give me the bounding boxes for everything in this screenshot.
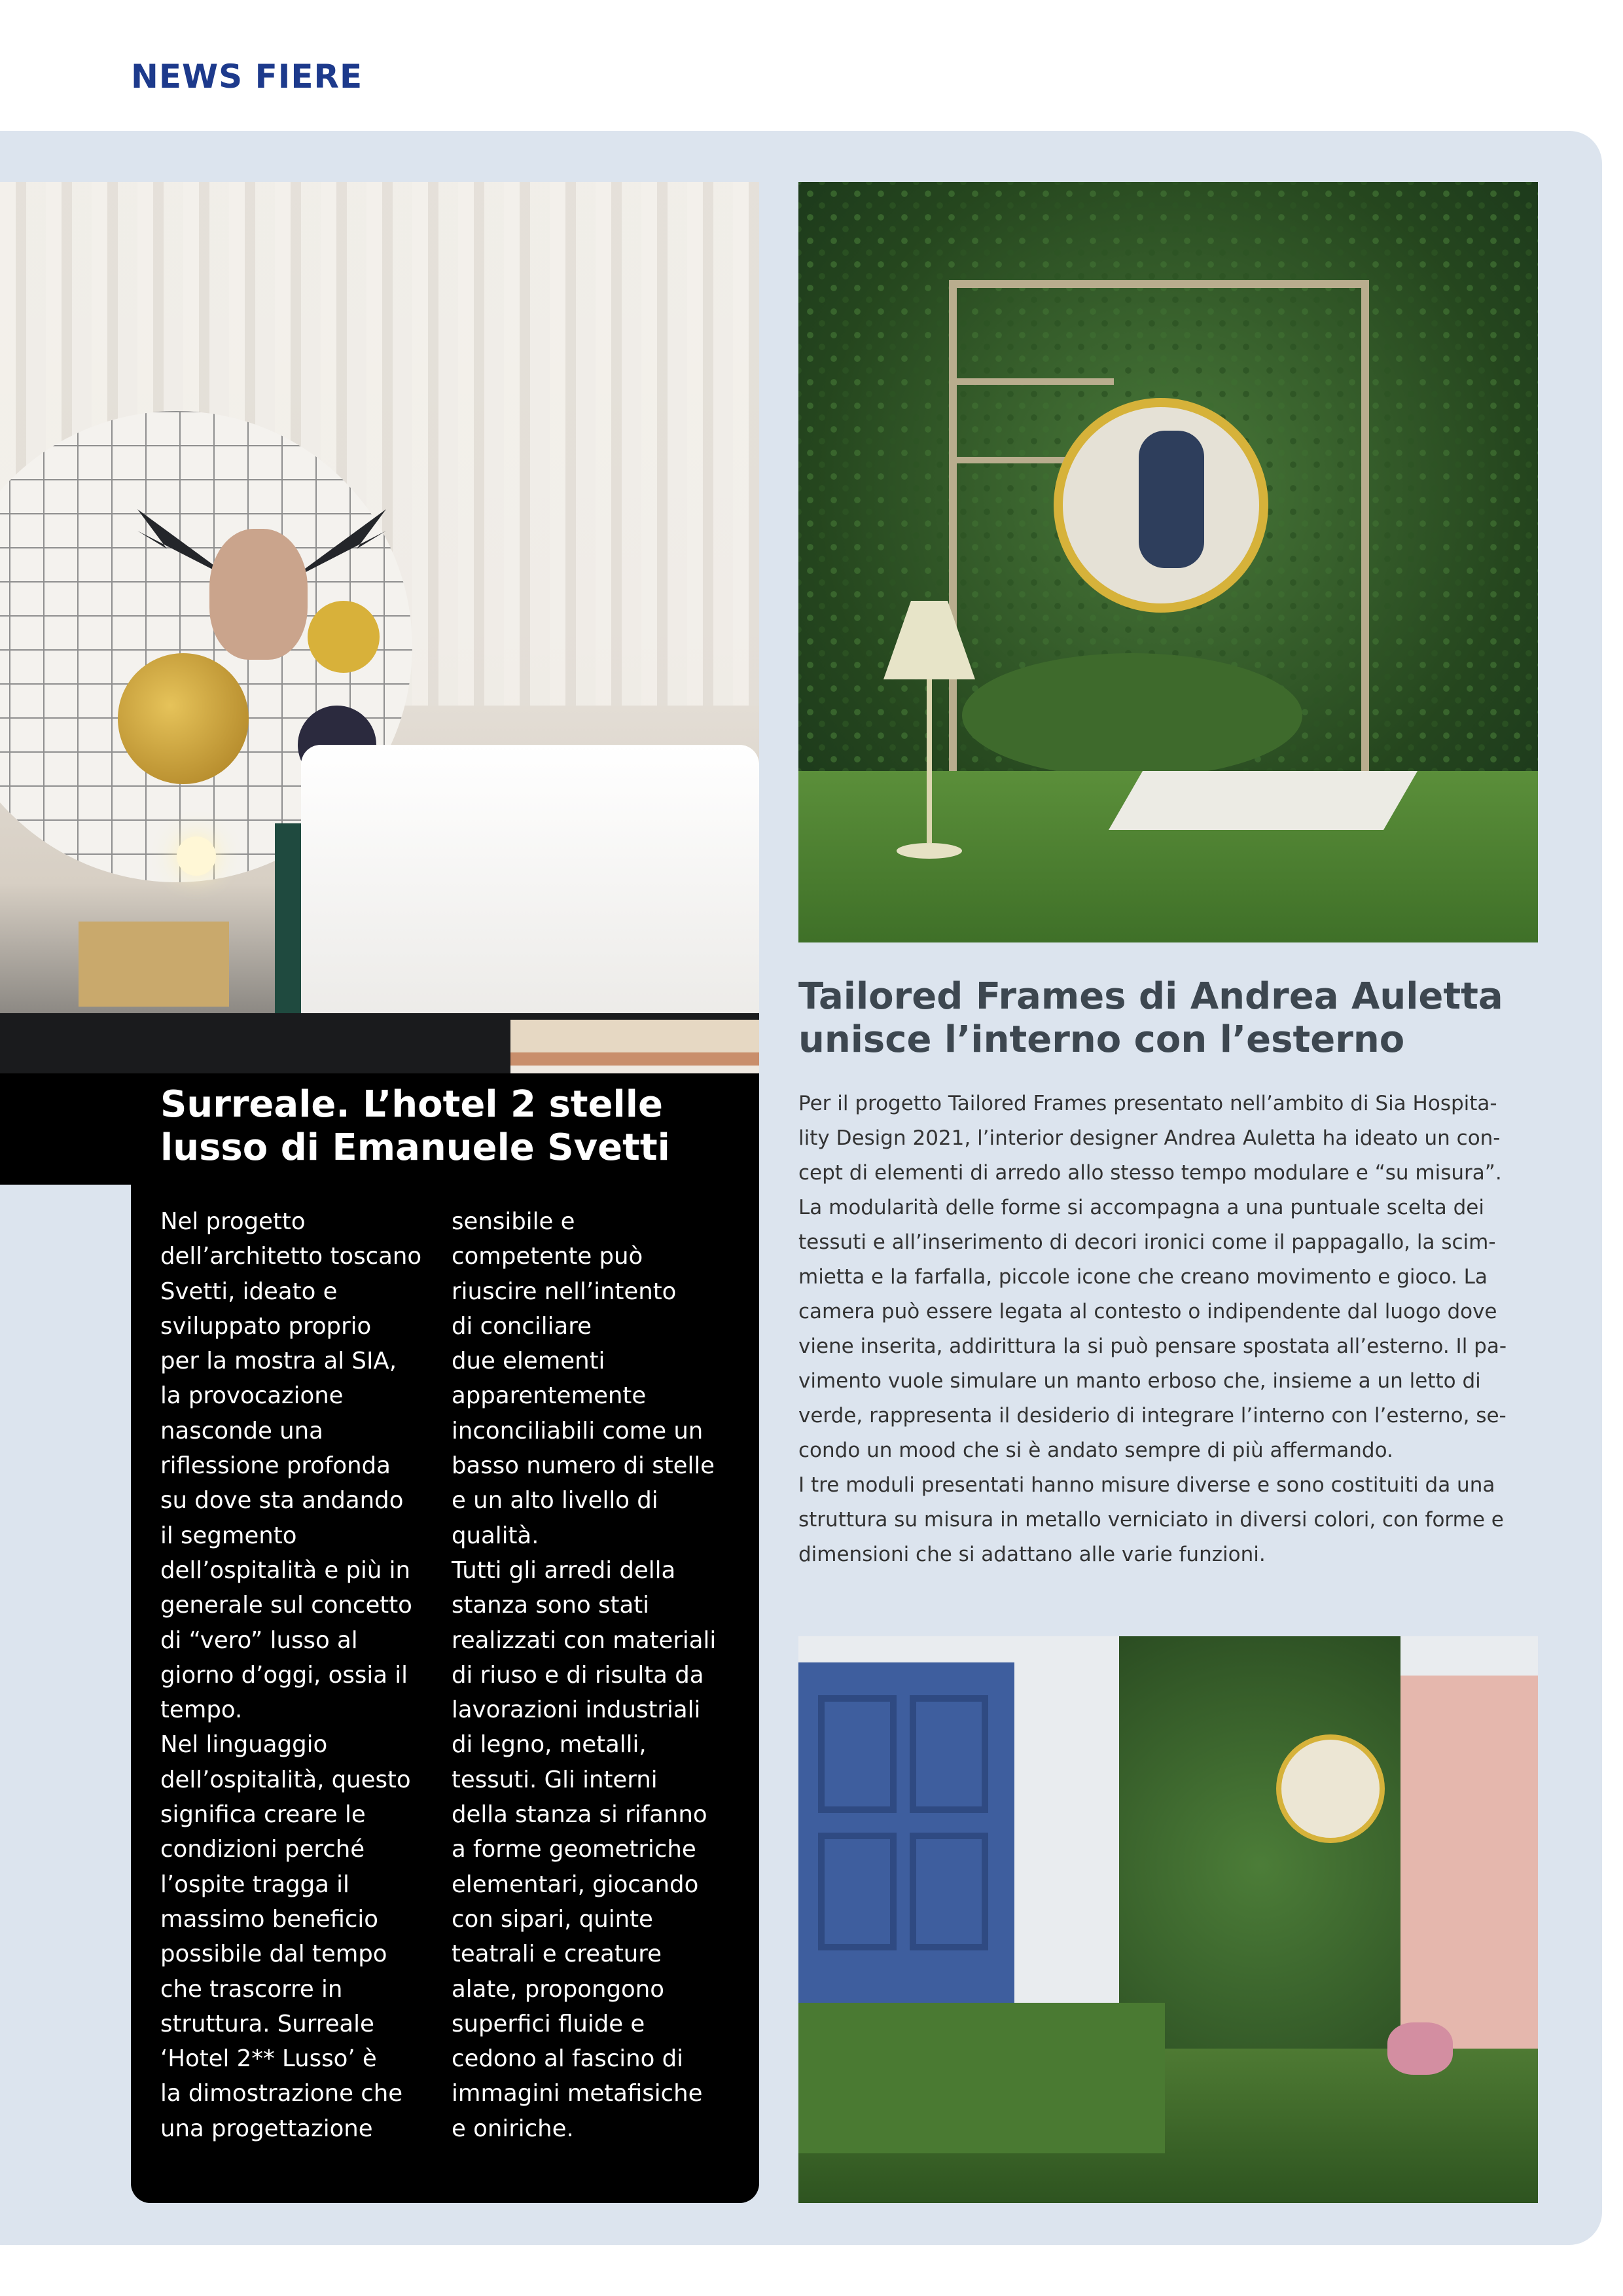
monkey-figure [1139,431,1204,568]
blue-frame [910,1695,988,1813]
svetti-column-1: Nel progetto dell’architetto toscano Svetti, ideato e sviluppato proprio per la mostra al SIA, la provocazione nasconde una riflessione profonda su dove sta andando il segmento dell’ospitalità e più in generale sul concetto di “vero” lusso al giorno d’oggi, ossia il tempo. Nel linguaggio dell’ospitalità, questo significa creare le condizioni perché l’ospite tragga il massimo beneficio possibile dal tempo che trascorre in struttura. Surreale ‘Hotel 2** Lusso’ è la dimostrazione che una progettazione [160,1208,422,2142]
portrait-face [209,529,308,660]
globe-lamp [177,836,216,876]
round-artwork [1276,1734,1385,1843]
frame-post-left [949,280,957,856]
frame-post-right [1361,280,1369,856]
lamp-stem [927,679,932,843]
blue-frame [818,1833,897,1950]
room-sets-photo [798,1636,1538,2203]
auletta-title: Tailored Frames di Andrea Auletta unisce l’interno con l’esterno [798,975,1503,1061]
shelf [957,378,1114,385]
frame-top-bar [949,280,1369,288]
hotel-bedroom-photo [0,182,759,1183]
auletta-body: Per il progetto Tailored Frames presentato nell’ambito di Sia Hospita- lity Design 2021, l’interior designer Andrea Auletta ha ideato un con- cept di elementi di arredo allo stesso tempo modulare e “su misura”. La modularità delle forme si accompagna a una puntuale scelta dei tessuti e all’inserimento di decori ironici come il pappagallo, la scim- mietta e la farfalla, piccole icone che creano movimento e gioco. La camera può essere legata al contesto o indipendente dal luogo dove viene inserita, addirittura la si può pensare spostata all’esterno. Il pa- vimento vuole simulare un manto erboso che, insieme a un letto di verde, rappresenta il desiderio di integrare l’interno con l’esterno, se- condo un mood che si è andato sempre di più affermando. I tre moduli presentati hanno misure diverse e sono costituiti da una struttura su misura in metallo verniciato in diversi colori, con forme e dimensioni che si adattano alle varie funzioni. [798,1092,1507,1566]
grass-block [798,2003,1165,2153]
pink-stool [1387,2022,1453,2075]
open-book [1109,771,1418,830]
gold-disc-small [308,601,380,673]
svetti-column-2: sensibile e competente può riuscire nell’intento di conciliare due elementi apparentemente inconciliabili come un basso numero di stelle e un alto livello di qualità. Tutti gli arredi della stanza sono stati realizzati con materiali di riuso e di risulta da lavorazioni industriali di legno, metalli, tessuti. Gli interni della stanza si rifanno a forme geometriche elementari, giocando con sipari, quinte teatrali e creature alate, propongono superfici fluide e cedono al fascino di immagini metafisiche e oniriche. [452,1208,717,2142]
svetti-title: Surreale. L’hotel 2 stelle lusso di Emanuele Svetti [160,1083,670,1169]
wood-block [79,922,229,1007]
grass-cushion [962,653,1302,778]
blue-frame [818,1695,897,1813]
blue-frame [910,1833,988,1950]
gold-disc-large [118,653,249,784]
section-label: NEWS FIERE [131,58,363,96]
tailored-frames-photo [798,182,1538,942]
lamp-base [897,843,962,859]
